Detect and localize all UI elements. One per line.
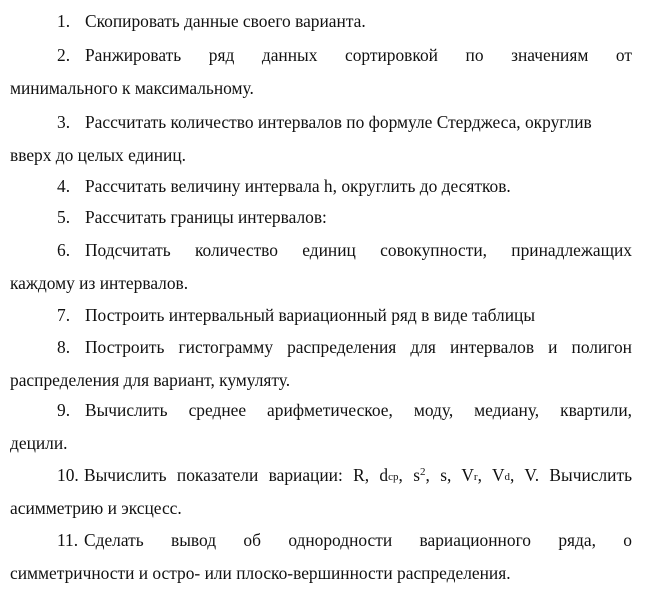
- item-text: Вычислить среднее арифметическое, моду, медиану, квартили,: [85, 400, 632, 420]
- superscript: 2: [420, 466, 426, 478]
- item-number: 10.: [57, 465, 79, 485]
- item-text-continuation: симметричности и остро- или плоско-вершинности распределения.: [10, 563, 511, 583]
- item-text-continuation: децили.: [10, 433, 68, 453]
- item-text-continuation: минимального к максимальному.: [10, 78, 254, 98]
- item-number: 4.: [57, 176, 71, 196]
- list-item: [10, 11, 632, 32]
- item-number: 3.: [57, 112, 71, 132]
- item-text: Построить интервальный вариационный ряд в виде таблицы: [85, 305, 536, 325]
- item-number: 2.: [57, 45, 71, 65]
- item-number: 7.: [57, 305, 71, 325]
- subscript: ср: [388, 471, 399, 483]
- item-text-continuation: каждому из интервалов.: [10, 273, 189, 293]
- item-number: 6.: [57, 240, 71, 260]
- item-number: 11.: [57, 530, 79, 550]
- item-number: 5.: [57, 207, 71, 227]
- item-text: Рассчитать количество интервалов по формуле Стерджеса, округлив: [85, 112, 592, 132]
- list-item: [10, 465, 632, 519]
- item-text: Вычислить показатели вариации: R, $d_{ср}$, $s^2$, s, $V_r$, $V_d$, V. Вычислить: [84, 465, 632, 485]
- list-item: [10, 112, 632, 166]
- subscript: d: [504, 471, 511, 483]
- list-item: [10, 45, 632, 99]
- item-text: Подсчитать количество единиц совокупности, принадлежащих: [85, 240, 632, 260]
- list-item: [10, 207, 632, 228]
- item-number: 8.: [57, 337, 71, 357]
- list-item: [10, 530, 632, 584]
- item-text: Рассчитать границы интервалов:: [85, 207, 327, 227]
- list-item: [10, 305, 632, 326]
- list-item: [10, 337, 632, 391]
- item-text: Построить гистограмму распределения для интервалов и полигон: [85, 337, 632, 357]
- list-item: [10, 240, 632, 294]
- subscript: r: [473, 471, 478, 483]
- item-text: Рассчитать величину интервала h, округлить до десятков.: [85, 176, 511, 196]
- item-text: Скопировать данные своего варианта.: [85, 11, 366, 31]
- item-text: Ранжировать ряд данных сортировкой по значениям от: [85, 45, 632, 65]
- item-text: Сделать вывод об однородности вариационного ряда, о: [84, 530, 632, 550]
- item-text-continuation: распределения для вариант, кумуляту.: [10, 370, 291, 390]
- list-item: [10, 400, 632, 454]
- list-item: [10, 176, 632, 197]
- item-number: 9.: [57, 400, 71, 420]
- item-text-continuation: вверх до целых единиц.: [10, 145, 187, 165]
- item-text-continuation: асимметрию и эксцесс.: [10, 498, 182, 518]
- item-number: 1.: [57, 11, 71, 31]
